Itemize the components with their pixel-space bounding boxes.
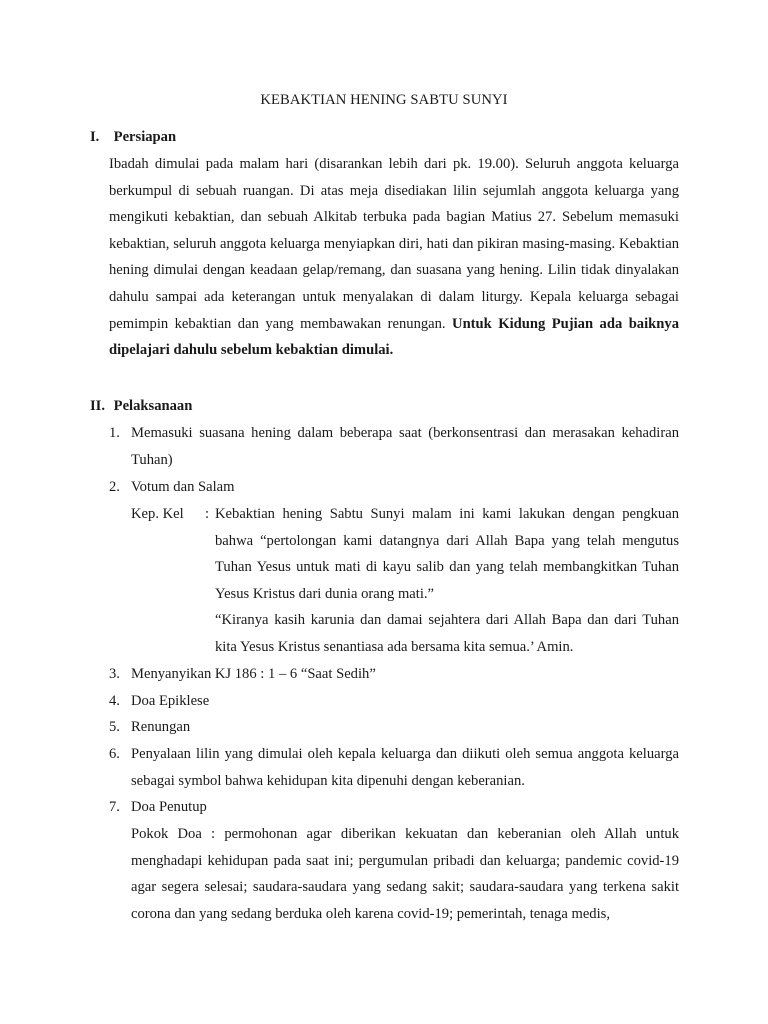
kep-kel-text [215, 501, 679, 661]
list-item [109, 741, 679, 794]
list-item-number: 3. [109, 666, 120, 682]
kep-kel-label: Kep. Kel [131, 506, 184, 522]
list-item-number: 5. [109, 719, 120, 735]
list-item-text: Doa Penutup [131, 799, 207, 815]
list-item-text: Doa Epiklese [131, 693, 210, 709]
kep-kel-paragraph-1: Kebaktian hening Sabtu Sunyi malam ini kami lakukan dengan pengkuan bahwa “pertolongan kami datangnya dari Allah Bapa yang telah mengutus Tuhan Yesus untuk mati di kayu salib dan yang telah membangkitkan Tuhan Yesus Kristus dari dunia orang mati.” [215, 506, 679, 602]
section-1-heading [90, 129, 176, 146]
section-1-bold-note: Untuk Kidung Pujian ada baiknya dipelajari dahulu sebelum kebaktian dimulai. [109, 315, 679, 359]
list-item [109, 661, 679, 688]
list-item [109, 420, 679, 473]
section-1-number: I. [90, 129, 100, 145]
pokok-doa-paragraph: Pokok Doa : permohonan agar diberikan kekuatan dan keberanian oleh Allah untuk menghadapi kehidupan pada saat ini; pergumulan pribadi dan keluarga; pandemic covid-19 agar segera selesai; saudara-saudara yang sedang sakit; saudara-saudara yang terkena sakit corona dan yang sedang berduka oleh karena covid-19; pemerintah, tenaga medis, [131, 826, 679, 922]
section-2-title: Pelaksanaan [113, 398, 193, 414]
list-item-number: 4. [109, 693, 120, 709]
section-1-text: Ibadah dimulai pada malam hari (disarankan lebih dari pk. 19.00). Seluruh anggota keluarga berkumpul di sebuah ruangan. Di atas meja disediakan lilin sejumlah anggota keluarga yang mengikuti kebaktian, dan sebuah Alkitab terbuka pada bagian Matius 27. Sebelum memasuki kebaktian, seluruh anggota keluarga menyiapkan diri, hati dan pikiran masing-masing. Kebaktian hening dimulai dengan keadaan gelap/remang, dan suasana yang hening. Lilin tidak dinyalakan dahulu sampai ada keterangan untuk menyalakan di dalam liturgy. Kepala keluarga sebagai pemimpin kebaktian dan yang membawakan renungan. [109, 156, 679, 332]
section-2-number: II. [90, 398, 106, 414]
list-item [109, 474, 679, 501]
list-item-number: 1. [109, 425, 120, 441]
list-item-text: Renungan [131, 719, 191, 735]
list-item-text: Menyanyikan KJ 186 : 1 – 6 “Saat Sedih” [131, 666, 376, 682]
kep-kel-paragraph-2: “Kiranya kasih karunia dan damai sejahtera dari Allah Bapa dan dari Tuhan kita Yesus Kristus senantiasa ada bersama kita semua.’ Amin. [215, 612, 679, 655]
list-item-text: Penyalaan lilin yang dimulai oleh kepala keluarga dan diikuti oleh semua anggota keluarga sebagai symbol bahwa kehidupan kita dipenuhi dengan keberanian. [131, 746, 679, 789]
list-item-text: Votum dan Salam [131, 479, 235, 495]
list-item [109, 714, 679, 741]
section-1-title: Persiapan [113, 129, 177, 145]
list-item-number: 6. [109, 746, 120, 762]
list-item-text: Memasuki suasana hening dalam beberapa saat (berkonsentrasi dan merasakan kehadiran Tuhan) [131, 425, 679, 468]
kep-kel-colon: : [205, 506, 210, 522]
list-item-number: 7. [109, 799, 120, 815]
document-title: KEBAKTIAN HENING SABTU SUNYI [260, 92, 508, 108]
list-item [109, 688, 679, 715]
section-2-heading [90, 398, 192, 415]
list-item-number: 2. [109, 479, 120, 495]
list-item [109, 794, 679, 821]
section-1-body [109, 151, 679, 364]
